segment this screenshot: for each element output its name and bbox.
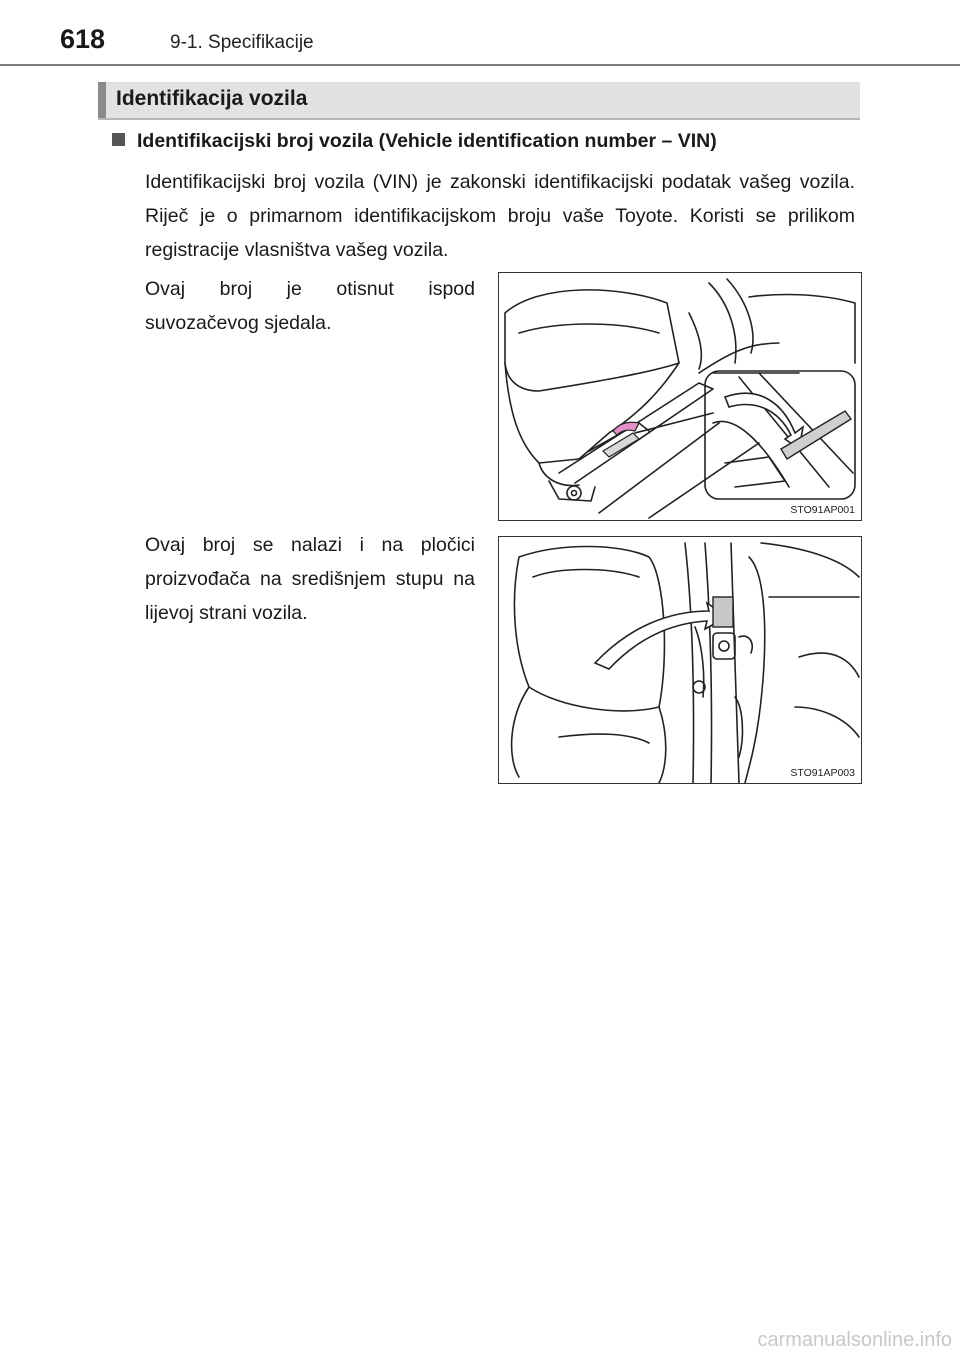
page-number: 618 <box>60 24 106 54</box>
vin-paragraph: Identifikacijski broj vozila (VIN) je zakonski identifikacijski podatak vašeg vozila. Riječ je o primarnom identifikacijskom broju vaše Toyote. Koristi se prilikom registracije vlasništva vašeg vozila. <box>145 171 855 261</box>
figure-code-pillar: STO91AP003 <box>790 767 855 779</box>
pillar-caption: Ovaj broj se nalazi i na pločici proizvođača na središnjem stupu na lijevoj strani vozila. <box>145 534 475 624</box>
pillar-line-drawing <box>499 537 861 783</box>
bullet-square-icon <box>112 133 125 146</box>
header-divider <box>0 64 960 66</box>
section-title: Identifikacija vozila <box>116 87 308 110</box>
pillar-vin-illustration <box>498 536 862 784</box>
section-accent-bar <box>98 82 106 118</box>
seat-line-drawing <box>499 273 861 520</box>
vin-heading-text: Identifikacijski broj vozila (Vehicle identification number – VIN) <box>137 130 717 152</box>
watermark-text: carmanualsonline.info <box>757 1329 952 1351</box>
seat-caption: Ovaj broj je otisnut ispod suvozačevog sjedala. <box>145 278 475 334</box>
figure-code-seat: STO91AP001 <box>790 504 855 516</box>
seat-vin-illustration <box>498 272 862 521</box>
vin-subheading <box>112 130 872 153</box>
section-title-box <box>98 82 860 120</box>
section-reference: 9-1. Specifikacije <box>170 32 314 53</box>
